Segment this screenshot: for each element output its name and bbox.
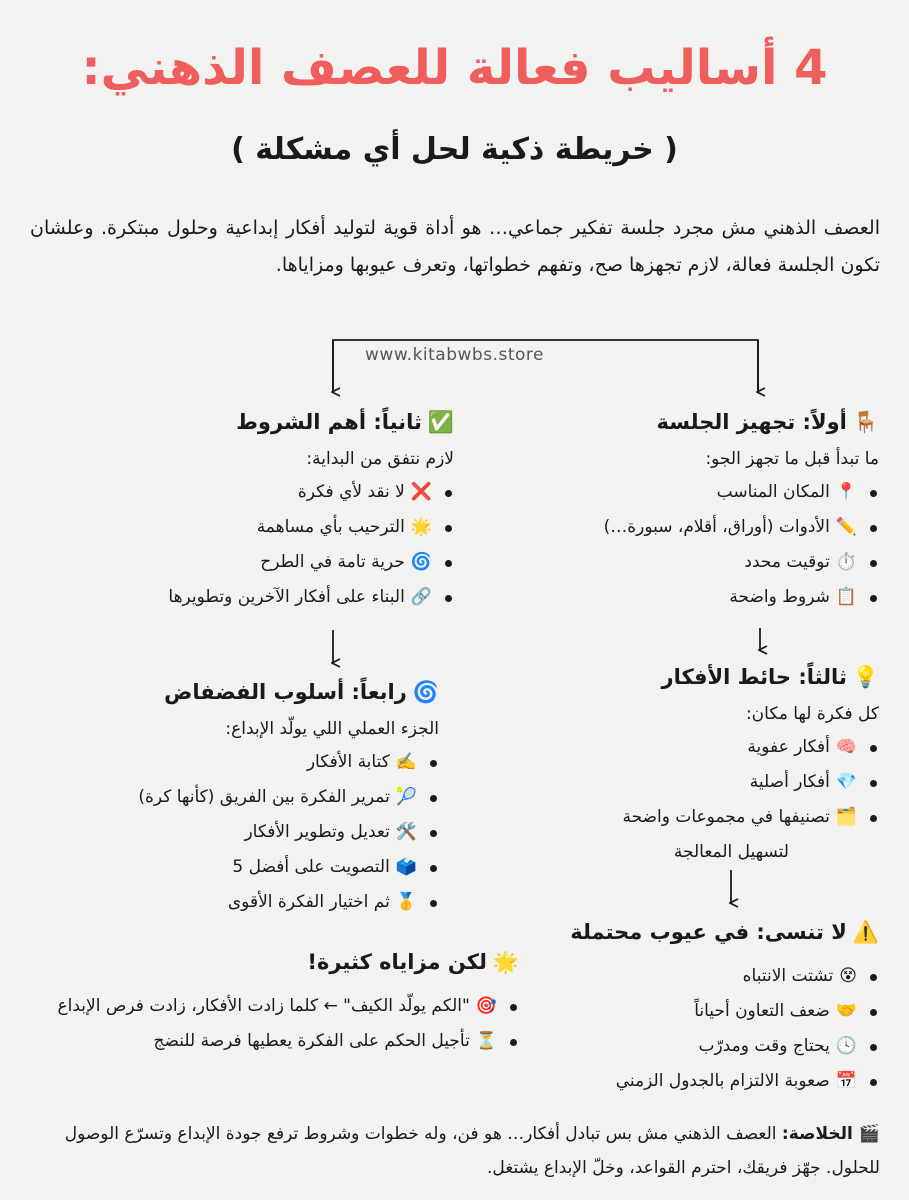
ballot-box-icon: 🗳️: [395, 857, 417, 877]
intro-paragraph: العصف الذهني مش مجرد جلسة تفكير جماعي… هو أداة قوية لتوليد أفكار إبداعية وحلول مبتكرة. وعلشان تكون الجلسة فعالة، لازم تجهزها صح، وتفهم خطواتها، وتعرف عيوبها ومزاياها.: [30, 217, 880, 276]
clock-icon: 🕓: [835, 1036, 857, 1056]
list-item: 🤝ضعف التعاون أحياناً: [499, 994, 857, 1029]
list-item: 🕓يحتاج وقت ومدرّب: [499, 1029, 857, 1064]
list-item: 📅صعوبة الالتزام بالجدول الزمني: [499, 1064, 857, 1099]
list-item: 🛠️تعديل وتطوير الأفكار: [19, 815, 417, 850]
star-icon: 🌟: [492, 950, 519, 974]
section-title: 💡ثالثاً: حائط الأفكار: [661, 665, 879, 689]
target-icon: 🎯: [475, 996, 497, 1016]
list-item: ✏️الأدوات (أوراق، أقلام، سبورة…): [499, 510, 857, 545]
section-title: ⚠️لا تنسى: في عيوب محتملة: [570, 920, 879, 944]
section-drawbacks: [499, 920, 879, 1099]
list-item: ⏱️توقيت محدد: [499, 545, 857, 580]
list-item: 🔗البناء على أفكار الآخرين وتطويرها: [34, 580, 432, 615]
clapper-icon: 🎬: [858, 1124, 880, 1144]
list-item: 🌟الترحيب بأي مساهمة: [34, 510, 432, 545]
star-icon: 🌟: [410, 517, 432, 537]
conclusion-text: العصف الذهني مش بس تبادل أفكار… هو فن، وله خطوات وشروط ترفع جودة الإبداع وتسرّع الوصول للحلول. جهّز فريقك، احترم القواعد، وخلّ الإبداع يشتغل.: [64, 1124, 880, 1178]
list-item: 🎾تمرير الفكرة بين الفريق (كأنها كرة): [19, 780, 417, 815]
medal-icon: 🥇: [395, 892, 417, 912]
clipboard-icon: 📋: [835, 587, 857, 607]
section-title: ✅ثانياً: أهم الشروط: [236, 410, 454, 434]
section-subtitle: كل فكرة لها مكان:: [745, 704, 879, 724]
chair-icon: 🪑: [852, 410, 879, 434]
page-subtitle: ( خريطة ذكية لحل أي مشكلة ): [231, 132, 678, 167]
list-item: 📋شروط واضحة: [499, 580, 857, 615]
tools-icon: 🛠️: [395, 822, 417, 842]
bulb-icon: 💡: [852, 665, 879, 689]
handshake-icon: 🤝: [835, 1001, 857, 1021]
section-idea-wall: [499, 665, 879, 870]
top-branch-line: [333, 340, 758, 390]
list-item: 💎أفكار أصلية: [499, 765, 857, 800]
link-icon: 🔗: [410, 587, 432, 607]
pin-icon: 📍: [835, 482, 857, 502]
check-icon: ✅: [427, 410, 454, 434]
section-rules: [34, 410, 454, 615]
brain-icon: 🧠: [835, 737, 857, 757]
writing-hand-icon: ✍️: [395, 752, 417, 772]
list-item: 🌀حرية تامة في الطرح: [34, 545, 432, 580]
dizzy-face-icon: 😵: [839, 966, 857, 986]
list-item: 📍المكان المناسب: [499, 475, 857, 510]
list-item: ⏳تأجيل الحكم على الفكرة يعطيها فرصة للنضج: [29, 1024, 497, 1059]
list-item: 🥇ثم اختيار الفكرة الأقوى: [19, 885, 417, 920]
conclusion-label: الخلاصة:: [781, 1124, 853, 1144]
tennis-ball-icon: 🎾: [395, 787, 417, 807]
list-item: 🗂️تصنيفها في مجموعات واضحة: [499, 800, 857, 835]
section-title: 🪑أولاً: تجهيز الجلسة: [656, 410, 879, 434]
section-subtitle: الجزء العملي اللي يولّد الإبداع:: [225, 719, 439, 739]
list-item: 🧠أفكار عفوية: [499, 730, 857, 765]
list-item: ✍️كتابة الأفكار: [19, 745, 417, 780]
list-item: 🗳️التصويت على أفضل 5: [19, 850, 417, 885]
section-method: [19, 680, 439, 920]
section-title: 🌟لكن مزاياه كثيرة!: [307, 950, 519, 974]
pencil-icon: ✏️: [835, 517, 857, 537]
section-session-prep: [499, 410, 879, 615]
section-advantages: [29, 950, 519, 1059]
gem-icon: 💎: [835, 772, 857, 792]
list-item: 😵تشتت الانتباه: [499, 959, 857, 994]
list-item: 🎯"الكم يولّد الكيف" ← كلما زادت الأفكار، زادت فرص الإبداع: [29, 989, 497, 1024]
stopwatch-icon: ⏱️: [835, 552, 857, 572]
warning-icon: ⚠️: [852, 920, 879, 944]
spiral-icon: 🌀: [410, 552, 432, 572]
list-item: ❌لا نقد لأي فكرة: [34, 475, 432, 510]
folder-icon: 🗂️: [835, 807, 857, 827]
conclusion-paragraph: [30, 1117, 880, 1185]
spiral-icon: 🌀: [412, 680, 439, 704]
section-subtitle: ما تبدأ قبل ما تجهز الجو:: [705, 449, 879, 469]
cross-icon: ❌: [410, 482, 432, 502]
calendar-icon: 📅: [835, 1071, 857, 1091]
list-item-continuation: لتسهيل المعالجة: [673, 842, 789, 862]
section-title: 🌀رابعاً: أسلوب الفضفاض: [164, 680, 439, 704]
page-title: 4 أساليب فعالة للعصف الذهني:: [81, 40, 828, 96]
section-subtitle: لازم نتفق من البداية:: [306, 449, 454, 469]
hourglass-icon: ⏳: [475, 1031, 497, 1051]
website-url: www.kitabwbs.store: [365, 345, 544, 365]
